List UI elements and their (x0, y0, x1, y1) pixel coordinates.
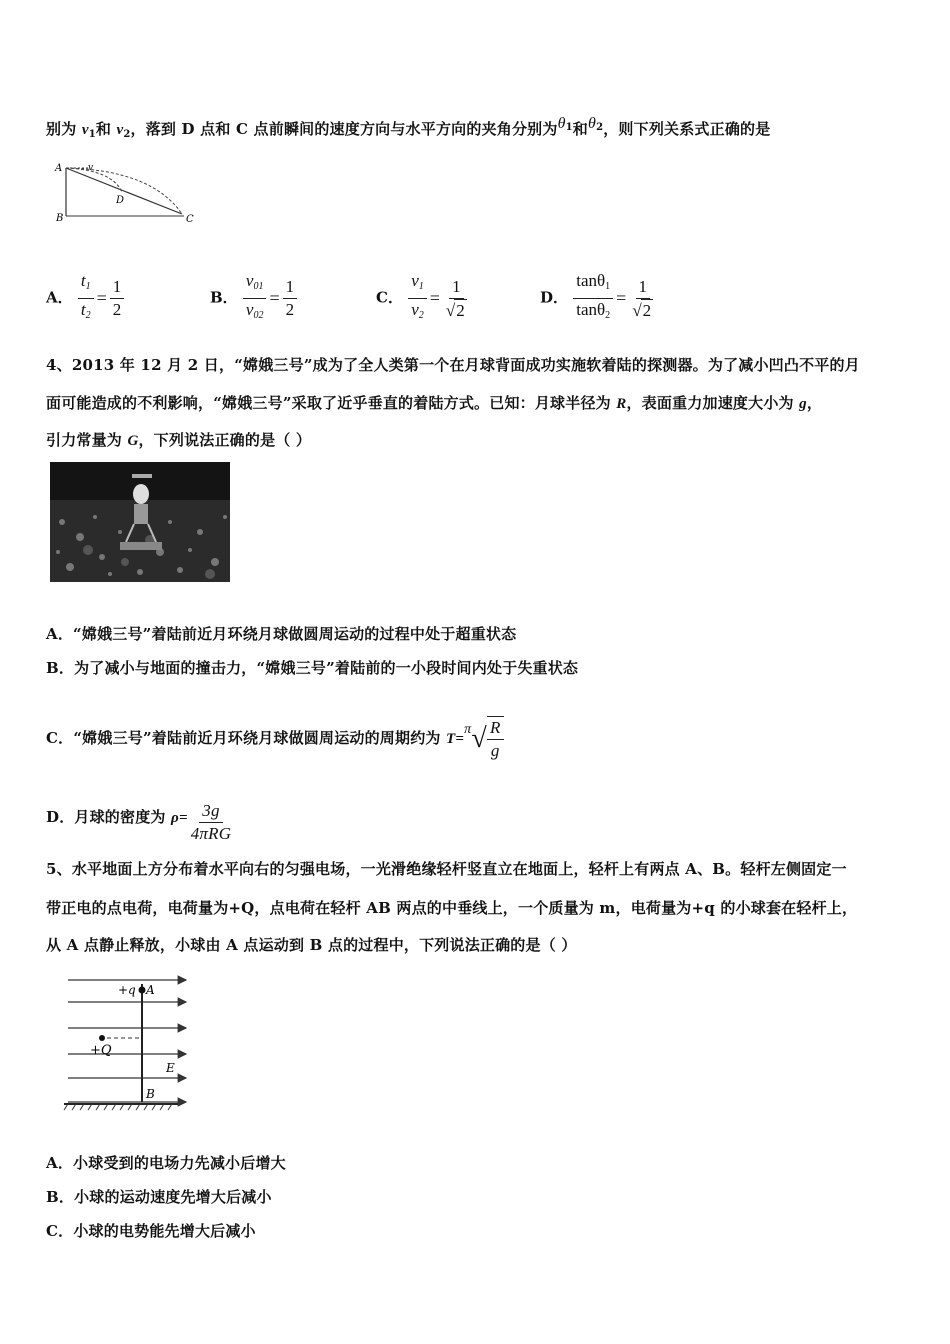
q5-option-a[interactable]: A．小球受到的电场力先减小后增大 (46, 1154, 286, 1172)
lunar-lander-photo (50, 462, 230, 582)
q4-stem-line1: 4、2013 年 12 月 2 日，“嫦娥三号”成为了全人类第一个在月球背面成功实施软着陆的探测器。为了减小凹凸不平的月 (46, 356, 860, 374)
label-c: C (186, 214, 194, 225)
label-b: B (146, 1087, 155, 1101)
label-e: E (166, 1061, 175, 1075)
q3-option-d[interactable]: D． $\frac{\tan\theta_1}{\tan\theta_2}$ = $\frac{1}{√2}$ (540, 271, 652, 321)
q5-stem-line2: 带正电的点电荷，电荷量为+Q，点电荷在轻杆 AB 两点的中垂线上，一个质量为 m，电荷量为+q 的小球套在轻杆上， (46, 899, 858, 917)
q3-stem: 别为 $v_1$和 $v_2$，落到 D 点和 C 点前瞬间的速度方向与水平方向的夹角分别为$\theta^1$和$\theta^2$，则下列关系式正确的是 (46, 115, 771, 140)
q4-option-a[interactable]: A．“嫦娥三号”着陆前近月环绕月球做圆周运动的过程中处于超重状态 (46, 625, 517, 643)
q5-stem-line3: 从 A 点静止释放，小球由 A 点运动到 B 点的过程中，下列说法正确的是（ ） (46, 936, 577, 954)
label-a: A (146, 983, 155, 997)
label-b: B (56, 213, 64, 224)
label-d: D (116, 195, 125, 206)
q4-stem-line3: 引力常量为 G，下列说法正确的是（ ） (46, 431, 312, 449)
q5-option-b[interactable]: B．小球的运动速度先增大后减小 (46, 1188, 272, 1206)
q3-option-b[interactable]: B． $\frac{v_{01}}{v_{02}}$ = $\frac{1}{2}$ (210, 270, 297, 327)
q4-option-b[interactable]: B．为了减小与地面的撞击力，“嫦娥三号”着陆前的一小段时间内处于失重状态 (46, 659, 579, 677)
label-a: A (55, 163, 63, 174)
label-plus-Q: +Q (90, 1043, 112, 1058)
label-plus-q: +q (118, 983, 136, 997)
q4-option-c[interactable]: C．“嫦娥三号”着陆前近月环绕月球做圆周运动的周期约为 T=π√ $\frac{R}{g}$ (46, 716, 504, 762)
q3-option-c[interactable]: C． $\frac{v_1}{v_2}$ = $\frac{1}{√2}$ (376, 271, 465, 321)
q4-stem-line2: 面可能造成的不利影响，“嫦娥三号”采取了近乎垂直的着陆方式。已知：月球半径为 R，表面重力加速度大小为 g， (46, 394, 823, 412)
label-v: v (88, 163, 94, 173)
q5-stem-line1: 5、水平地面上方分布着水平向右的匀强电场，一光滑绝缘轻杆竖直立在地面上，轻杆上有两点 A、B。轻杆左侧固定一 (46, 860, 847, 878)
q5-option-c[interactable]: C．小球的电势能先增大后减小 (46, 1222, 256, 1240)
q3-option-a[interactable]: A． $\frac{t_1}{t_2}$ = $\frac{1}{2}$ (46, 270, 124, 327)
electric-field-diagram (58, 970, 208, 1118)
q4-option-d[interactable]: D．月球的密度为 ρ= $\frac{3g}{\text{4πRG}}$ (46, 801, 232, 843)
projectile-diagram (52, 158, 202, 226)
